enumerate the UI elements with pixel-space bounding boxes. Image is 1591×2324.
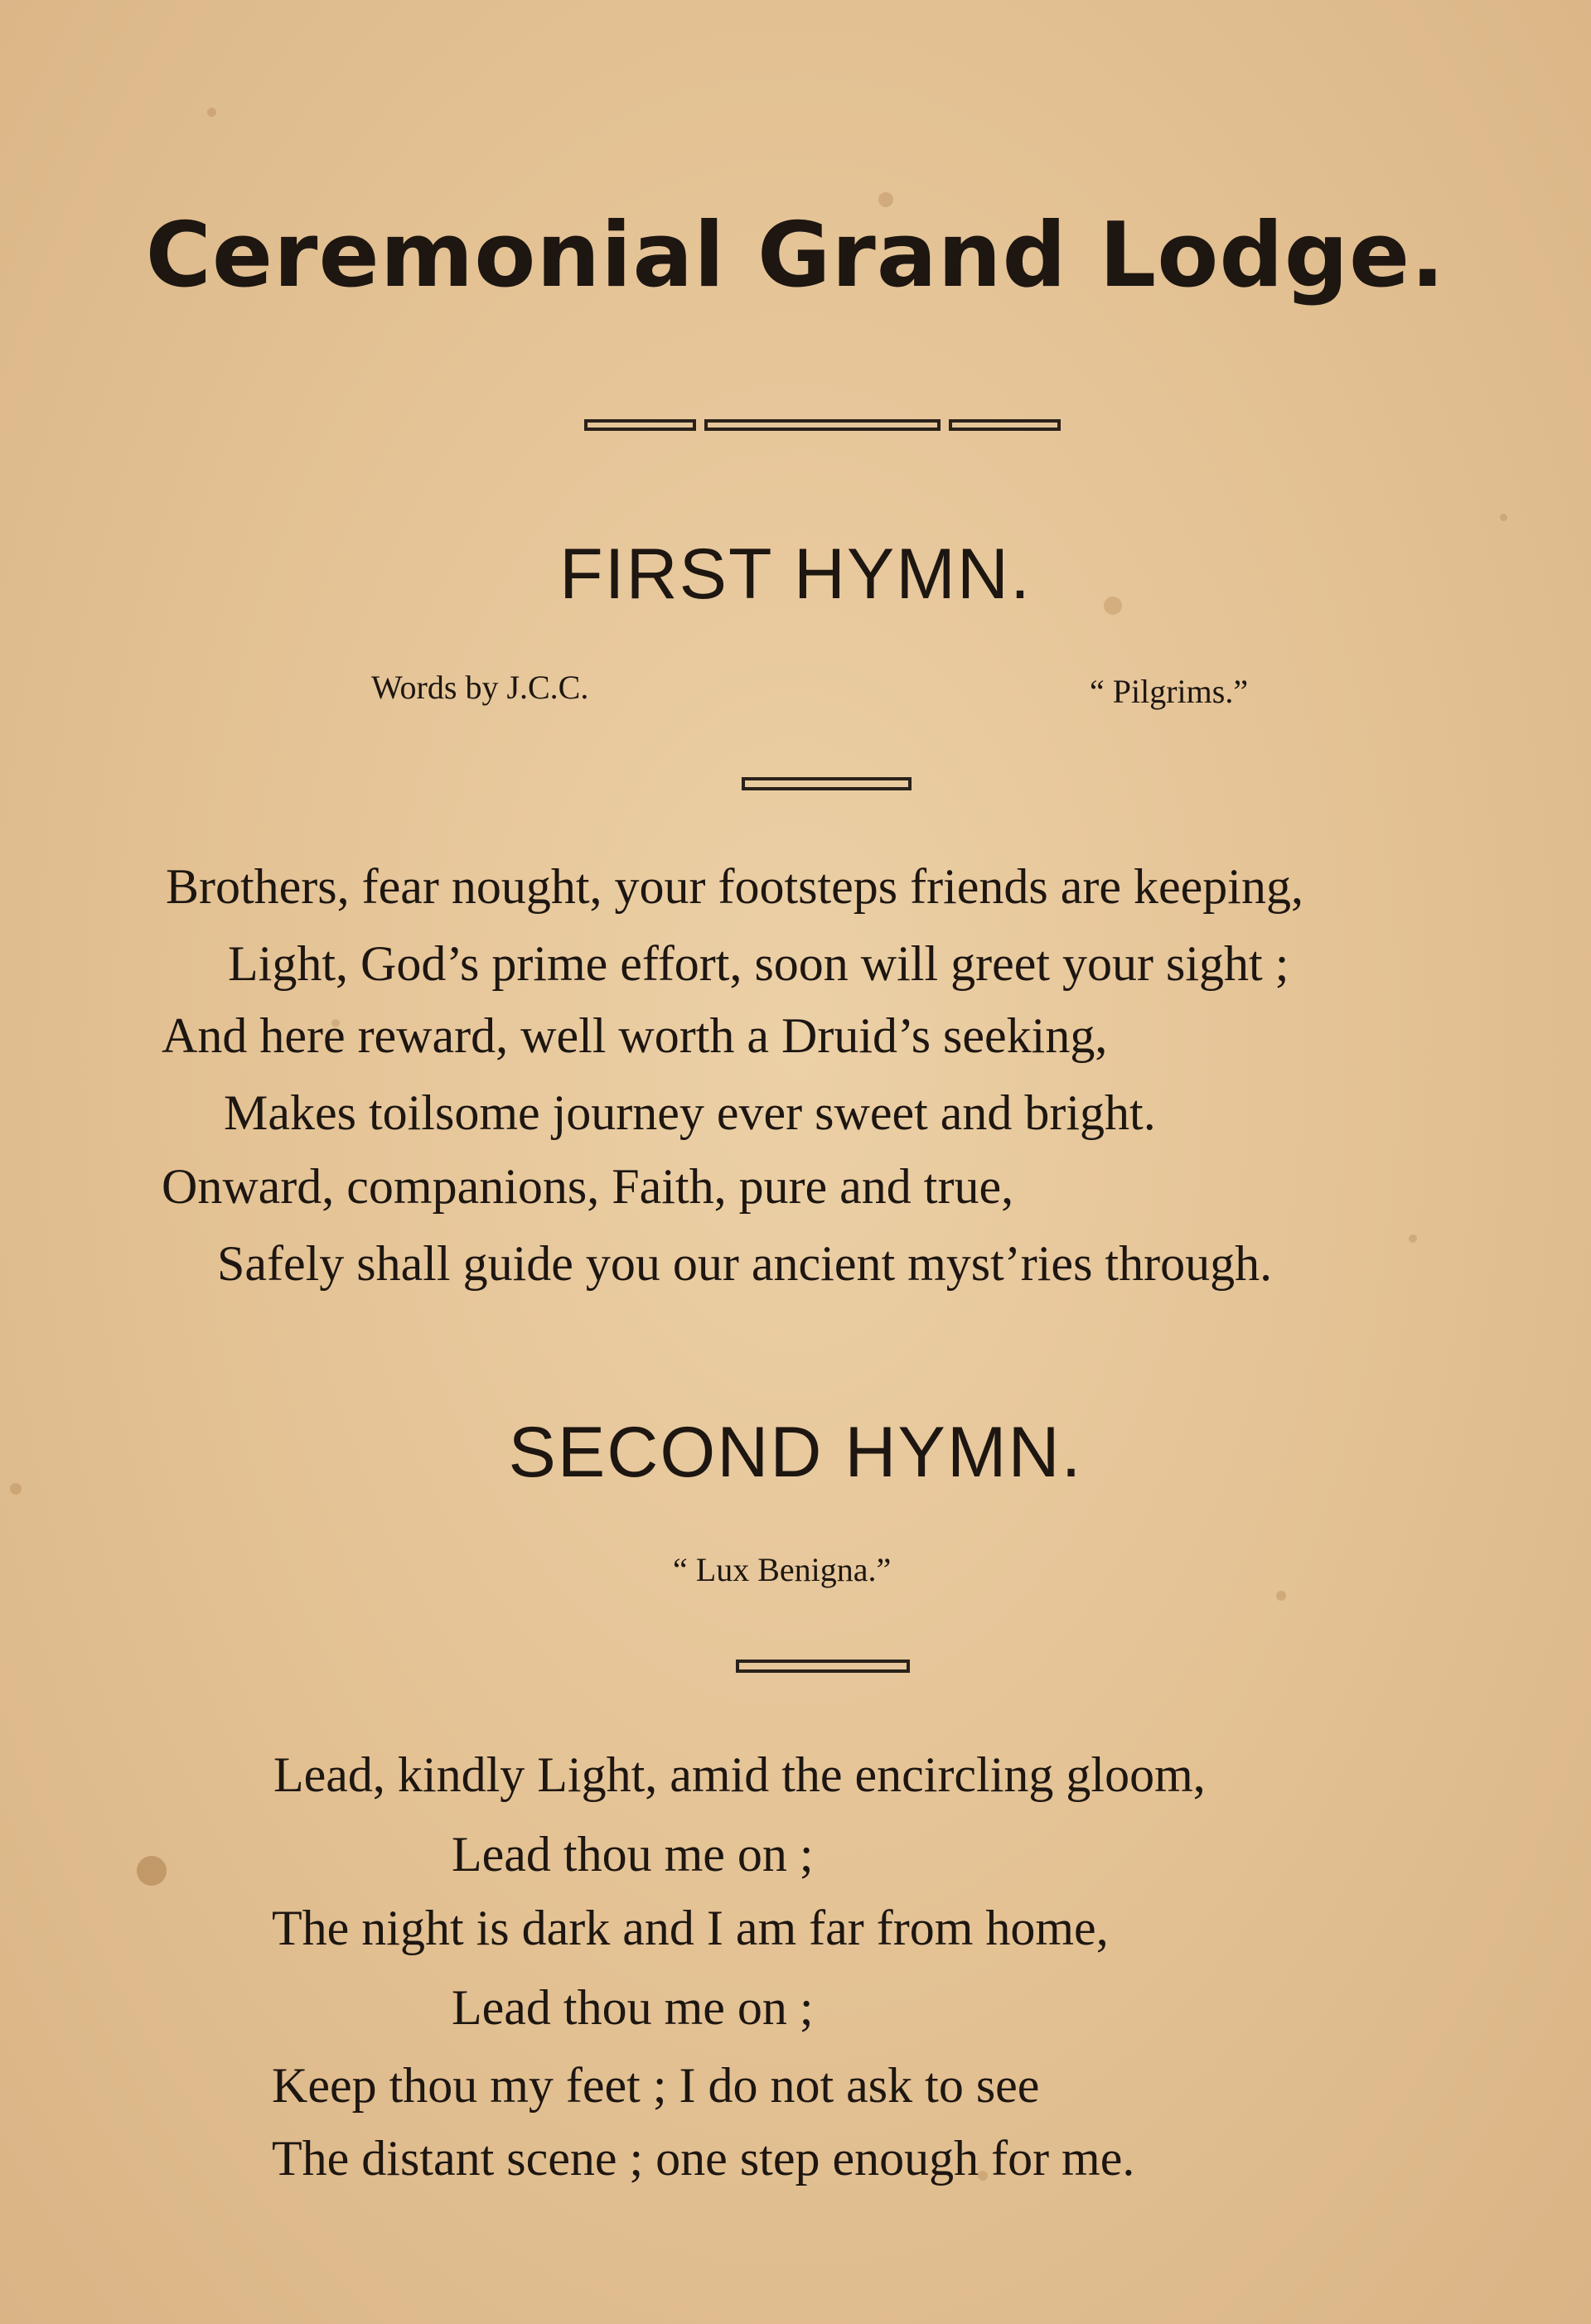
- second-hymn-line-2: Lead thou me on ;: [452, 1827, 814, 1882]
- second-hymn-rule: [736, 1660, 910, 1673]
- paper-stain: [1276, 1591, 1286, 1601]
- first-hymn-heading: FIRST HYMN.: [559, 534, 1032, 614]
- first-hymn-line-4: Makes toilsome journey ever sweet and bright.: [224, 1085, 1156, 1140]
- second-hymn-tune: “ Lux Benigna.”: [673, 1551, 892, 1588]
- first-hymn-author: Words by J.C.C.: [371, 669, 589, 706]
- first-hymn-line-2: Light, God’s prime effort, soon will greet your sight ;: [228, 936, 1289, 991]
- second-hymn-line-1: Lead, kindly Light, amid the encircling gloom,: [273, 1747, 1206, 1802]
- ornament-bar: [704, 419, 941, 431]
- ornament-bar: [949, 419, 1061, 431]
- paper-stain: [207, 108, 216, 117]
- second-hymn-line-4: Lead thou me on ;: [452, 1980, 814, 2035]
- first-hymn-line-5: Onward, companions, Faith, pure and true,: [162, 1159, 1014, 1214]
- paper-stain: [137, 1856, 167, 1886]
- paper-stain: [1409, 1234, 1417, 1243]
- second-hymn-line-6: The distant scene ; one step enough for me.: [272, 2131, 1135, 2186]
- second-hymn-line-5: Keep thou my feet ; I do not ask to see: [272, 2058, 1040, 2113]
- page-title: Ceremonial Grand Lodge.: [145, 204, 1446, 307]
- second-hymn-line-3: The night is dark and I am far from home,: [272, 1901, 1109, 1955]
- first-hymn-rule: [742, 777, 912, 790]
- first-hymn-line-1: Brothers, fear nought, your footsteps friends are keeping,: [166, 859, 1303, 914]
- second-hymn-heading: SECOND HYMN.: [508, 1413, 1083, 1492]
- first-hymn-line-3: And here reward, well worth a Druid’s seeking,: [162, 1008, 1108, 1063]
- paper-stain: [1500, 514, 1507, 521]
- first-hymn-line-6: Safely shall guide you our ancient myst’ries through.: [217, 1236, 1273, 1291]
- first-hymn-tune: “ Pilgrims.”: [1090, 673, 1249, 710]
- ornament-bar: [584, 419, 696, 431]
- title-ornament-rule: [584, 419, 1061, 431]
